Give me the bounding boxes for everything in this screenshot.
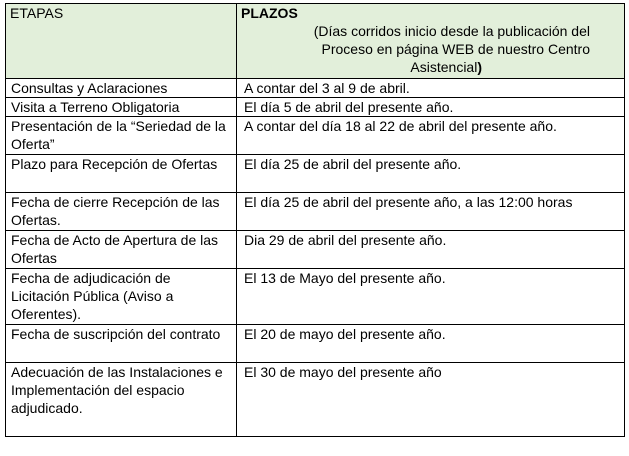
table-row <box>6 363 625 437</box>
etapa-cell: Fecha de suscripción del contrato <box>6 325 237 363</box>
plazo-cell: A contar del día 18 al 22 de abril del presente año. <box>237 117 625 155</box>
plazo-cell: El 13 de Mayo del presente año. <box>237 269 625 325</box>
header-plazos-title: PLAZOS <box>241 5 298 21</box>
etapa-cell: Adecuación de las Instalaciones e Implementación del espacio adjudicado. <box>6 363 237 437</box>
table-row <box>6 269 625 325</box>
etapa-cell: Fecha de Acto de Apertura de las Ofertas <box>6 231 237 269</box>
schedule-table <box>5 3 625 437</box>
plazo-cell: El día 5 de abril del presente año. <box>237 98 625 117</box>
header-row <box>6 4 625 79</box>
table-row <box>6 117 625 155</box>
plazo-cell: El día 25 de abril del presente año, a las 12:00 horas <box>237 193 625 231</box>
etapa-cell: Consultas y Aclaraciones <box>6 79 237 98</box>
etapa-cell: Fecha de cierre Recepción de las Ofertas. <box>6 193 237 231</box>
plazo-cell: El 20 de mayo del presente año. <box>237 325 625 363</box>
header-plazos-note-line3-text: Asistencial <box>410 59 478 75</box>
plazo-cell: A contar del 3 al 9 de abril. <box>237 79 625 98</box>
table-row <box>6 98 625 117</box>
etapa-cell: Plazo para Recepción de Ofertas <box>6 155 237 193</box>
header-plazos <box>237 4 625 79</box>
table-row <box>6 325 625 363</box>
table-row <box>6 155 625 193</box>
table-row <box>6 193 625 231</box>
etapa-cell: Fecha de adjudicación de Licitación Pública (Aviso a Oferentes). <box>6 269 237 325</box>
header-plazos-note-line1: (Días corridos inicio desde la publicación del <box>313 23 590 39</box>
plazo-cell: El 30 de mayo del presente año <box>237 363 625 437</box>
header-plazos-note-line3 <box>241 58 620 76</box>
etapa-cell: Visita a Terreno Obligatoria <box>6 98 237 117</box>
header-etapas: ETAPAS <box>6 4 237 79</box>
header-plazos-note-line2: Proceso en página WEB de nuestro Centro <box>321 41 590 57</box>
table-row <box>6 79 625 98</box>
plazo-cell: El día 25 de abril del presente año. <box>237 155 625 193</box>
table-row <box>6 231 625 269</box>
header-plazos-note-close: ) <box>477 59 482 75</box>
etapa-cell: Presentación de la “Seriedad de la Oferta” <box>6 117 237 155</box>
plazo-cell: Dia 29 de abril del presente año. <box>237 231 625 269</box>
